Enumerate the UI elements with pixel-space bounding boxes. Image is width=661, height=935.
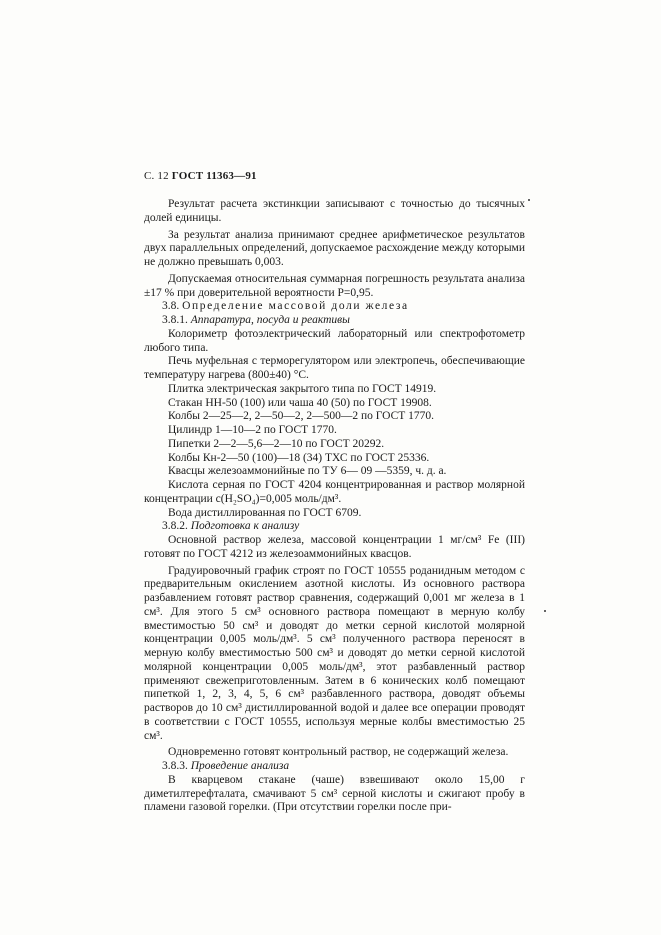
section-heading-3-8-1	[144, 314, 525, 328]
section-title: Подготовка к анализу	[190, 520, 300, 533]
paragraph: Кислота серная по ГОСТ 4204 концентрированная и раствор молярной концентрации c(H₂SO₄)=0,005 моль/дм³.	[144, 479, 525, 505]
paragraph: Колбы 2—25—2, 2—50—2, 2—500—2 по ГОСТ 1770.	[168, 410, 435, 423]
paragraph: Колбы Кн-2—50 (100)—18 (34) ТХС по ГОСТ 25336.	[168, 451, 430, 464]
document-body	[144, 198, 525, 815]
paragraph: Печь муфельная с терморегулятором или электропечь, обеспечивающие температуру нагрева (800±40) °С.	[144, 355, 525, 381]
section-number: 3.8.2.	[162, 520, 188, 533]
section-title: Аппаратура, посуда и реактивы	[190, 314, 350, 326]
paragraph: Цилиндр 1—10—2 по ГОСТ 1770.	[168, 424, 337, 436]
section-title: Определение массовой доли железа	[182, 300, 409, 313]
paragraph: Вода дистиллированная по ГОСТ 6709.	[168, 506, 362, 519]
section-number: 3.8.1.	[162, 314, 188, 326]
section-heading-3-8-2	[144, 520, 525, 534]
section-number: 3.8.3.	[162, 760, 188, 772]
section-heading-3-8	[144, 300, 525, 314]
section-title: Проведение анализа	[190, 760, 290, 772]
paragraph: В кварцевом стакане (чаше) взвешивают около 15,00 г диметилтерефталата, смачивают 5 см³ серной кислоты и сжигают пробу в пламени газовой горелки. (При отсутствии горелки после при-	[144, 773, 525, 814]
standard-code: ГОСТ 11363—91	[171, 170, 257, 182]
page-number: С. 12	[144, 170, 169, 182]
section-number: 3.8.	[162, 300, 180, 313]
paragraph: Пипетки 2—2—5,6—2—10 по ГОСТ 20292.	[168, 437, 385, 450]
paragraph: Плитка электрическая закрытого типа по ГОСТ 14919.	[168, 382, 437, 395]
section-heading-3-8-3	[144, 760, 525, 774]
paragraph: За результат анализа принимают среднее арифметическое результатов двух параллельных определений, допускаемое расхождение между которыми не должно превышать 0,003.	[144, 228, 525, 268]
paragraph: Квасцы железоаммонийные по ТУ 6— 09 —5359, ч. д. а.	[168, 465, 447, 478]
paragraph: Стакан НН-50 (100) или чаша 40 (50) по ГОСТ 19908.	[168, 396, 432, 409]
paragraph: Одновременно готовят контрольный раствор, не содержащий железа.	[168, 746, 509, 759]
page-header	[144, 170, 257, 182]
paragraph: Допускаемая относительная суммарная погрешность результата анализа ±17 % при доверительной вероятности P=0,95.	[144, 272, 525, 299]
paragraph: Градуировочный график строят по ГОСТ 10555 роданидным методом с предварительным окислением азотной кислоты. Из основного раствора разбавлением готовят раствор сравнения, содержащий 0,001 мг железа в 1 см³. Для этого 5 см³ основного раствора помещают в мерную колбу вместимостью 50 см³ и доводят до метки серной кислотой молярной концентрации 0,005 моль/дм³. 5 см³ полученного раствора переносят в мерную колбу вместимостью 500 см³ и доводят до метки серной кислотой молярной концентрации 0,005 моль/дм³, этот разбавленный раствор применяют свежеприготовленным. Затем в 6 конических колб помещают пипеткой 1, 2, 3, 4, 5, 6 см³ разбавленного раствора, доводят объемы растворов до 10 см³ дистиллированной водой и далее все операции проводят в соответствии с ГОСТ 10555, используя мерные колбы вместимостью 25 см³.	[144, 564, 525, 742]
paragraph: Основной раствор железа, массовой концентрации 1 мг/см³ Fe (III) готовят по ГОСТ 4212 из железоаммонийных квасцов.	[144, 534, 525, 560]
scan-speck	[544, 610, 546, 612]
scan-speck	[528, 199, 530, 201]
paragraph: Результат расчета экстинкции записывают с точностью до тысячных долей единицы.	[144, 198, 525, 224]
paragraph: Колориметр фотоэлектрический лабораторный или спектрофотометр любого типа.	[144, 327, 525, 354]
